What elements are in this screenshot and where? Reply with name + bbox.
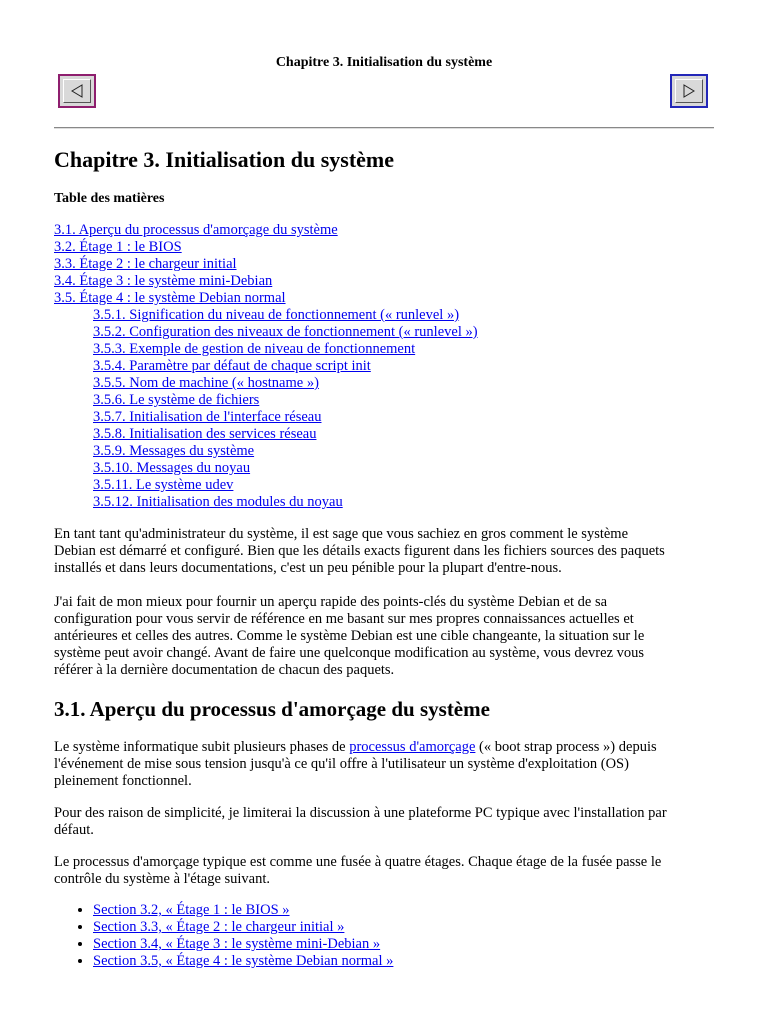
header-divider [54,127,714,129]
toc-subitem [93,494,478,511]
text-line [54,739,714,756]
section-paragraph-2 [54,805,714,839]
left-arrow-icon [69,83,85,99]
chapter-title: Chapitre 3. Initialisation du système [54,147,395,172]
text-line: contrôle du système à l'étage suivant. [54,871,271,887]
page-header-title: Chapitre 3. Initialisation du système [275,55,493,70]
toc-subitem [93,477,478,494]
right-arrow-icon [681,83,697,99]
toc-link-3-4[interactable]: 3.4. Étage 3 : le système mini-Debian [54,273,273,289]
toc-link-3-1[interactable]: 3.1. Aperçu du processus d'amorçage du système [54,222,338,238]
toc-subitem [93,307,478,324]
section-paragraph-1 [54,739,714,790]
list-item [93,902,393,919]
toc-link-3-5[interactable]: 3.5. Étage 4 : le système Debian normal [54,290,286,306]
toc-sublist [54,307,478,511]
toc-link-3-5-2[interactable]: 3.5.2. Configuration des niveaux de fonctionnement (« runlevel ») [93,324,478,340]
toc-item [54,239,478,256]
list-item [93,953,393,970]
toc-subitem [93,358,478,375]
toc-link-3-5-3[interactable]: 3.5.3. Exemple de gestion de niveau de fonctionnement [93,341,416,357]
toc-subitem [93,409,478,426]
section-link-3-4[interactable]: Section 3.4, « Étage 3 : le système mini-Debian » [93,936,381,952]
toc-item [54,256,478,273]
toc-item [54,273,478,290]
toc-subitem [93,341,478,358]
toc-subitem [93,324,478,341]
text-line: pleinement fonctionnel. [54,773,192,789]
text-line: installés et dans leurs documentations, c'est un peu pénible pour la plupart d'entre-nous. [54,560,562,576]
text-line: l'événement de mise sous tension jusqu'à ce qu'il offre à l'utilisateur un système d'exploitation (OS) [54,756,629,772]
toc-link-3-5-8[interactable]: 3.5.8. Initialisation des services réseau [93,426,317,442]
text-line: système peut avoir changé. Avant de faire une quelconque modification au système, vous devrez vous [54,645,645,661]
toc-link-3-5-7[interactable]: 3.5.7. Initialisation de l'interface réseau [93,409,322,425]
text-line: Pour des raison de simplicité, je limiterai la discussion à une plateforme PC typique avec l'installation par [54,805,667,821]
text-line: J'ai fait de mon mieux pour fournir un aperçu rapide des points-clés du système Debian et de sa [54,594,608,610]
section-link-3-5[interactable]: Section 3.5, « Étage 4 : le système Debian normal » [93,953,394,969]
toc-subitem [93,392,478,409]
toc-link-3-5-5[interactable]: 3.5.5. Nom de machine (« hostname ») [93,375,319,391]
toc-subitem [93,460,478,477]
text-line: configuration pour vous servir de référence en me basant sur mes propres connaissances actuelles et [54,611,634,627]
next-page-button[interactable] [670,74,708,108]
toc-link-3-5-12[interactable]: 3.5.12. Initialisation des modules du noyau [93,494,343,510]
previous-page-button[interactable] [58,74,96,108]
toc-link-3-3[interactable]: 3.3. Étage 2 : le chargeur initial [54,256,237,272]
toc-link-3-5-10[interactable]: 3.5.10. Messages du noyau [93,460,251,476]
intro-paragraph-1 [54,526,714,577]
text-line: antérieures et celles des autres. Comme le système Debian est une cible changeante, la situation sur le [54,628,645,644]
toc-link-3-5-11[interactable]: 3.5.11. Le système udev [93,477,234,493]
text-fragment: Le système informatique subit plusieurs phases de [54,739,350,755]
toc-subitem [93,426,478,443]
toc-heading: Table des matières [54,191,165,206]
text-line: En tant tant qu'administrateur du système, il est sage que vous sachiez en gros comment le système [54,526,629,542]
text-line: référer à la dernière documentation de chacun des paquets. [54,662,395,678]
toc-item [54,222,478,239]
table-of-contents [54,222,478,511]
toc-link-3-2[interactable]: 3.2. Étage 1 : le BIOS [54,239,182,255]
text-line: Le processus d'amorçage typique est comme une fusée à quatre étages. Chaque étage de la fusée passe le [54,854,662,870]
section-link-3-2[interactable]: Section 3.2, « Étage 1 : le BIOS » [93,902,290,918]
toc-item [54,290,478,511]
stage-list [54,902,393,970]
text-fragment: (« boot strap process ») depuis [475,739,657,755]
toc-subitem [93,443,478,460]
list-item [93,936,393,953]
section-title: 3.1. Aperçu du processus d'amorçage du système [54,697,490,721]
toc-link-3-5-4[interactable]: 3.5.4. Paramètre par défaut de chaque script init [93,358,371,374]
toc-link-3-5-1[interactable]: 3.5.1. Signification du niveau de fonctionnement (« runlevel ») [93,307,460,323]
text-line: défaut. [54,822,94,838]
section-link-3-3[interactable]: Section 3.3, « Étage 2 : le chargeur initial » [93,919,345,935]
boot-process-link[interactable]: processus d'amorçage [349,739,476,755]
section-paragraph-3 [54,854,714,888]
list-item [93,919,393,936]
text-line: Debian est démarré et configuré. Bien que les détails exacts figurent dans les fichiers sources des paquets [54,543,665,559]
toc-link-3-5-9[interactable]: 3.5.9. Messages du système [93,443,255,459]
toc-subitem [93,375,478,392]
toc-link-3-5-6[interactable]: 3.5.6. Le système de fichiers [93,392,260,408]
intro-paragraph-2 [54,594,714,679]
